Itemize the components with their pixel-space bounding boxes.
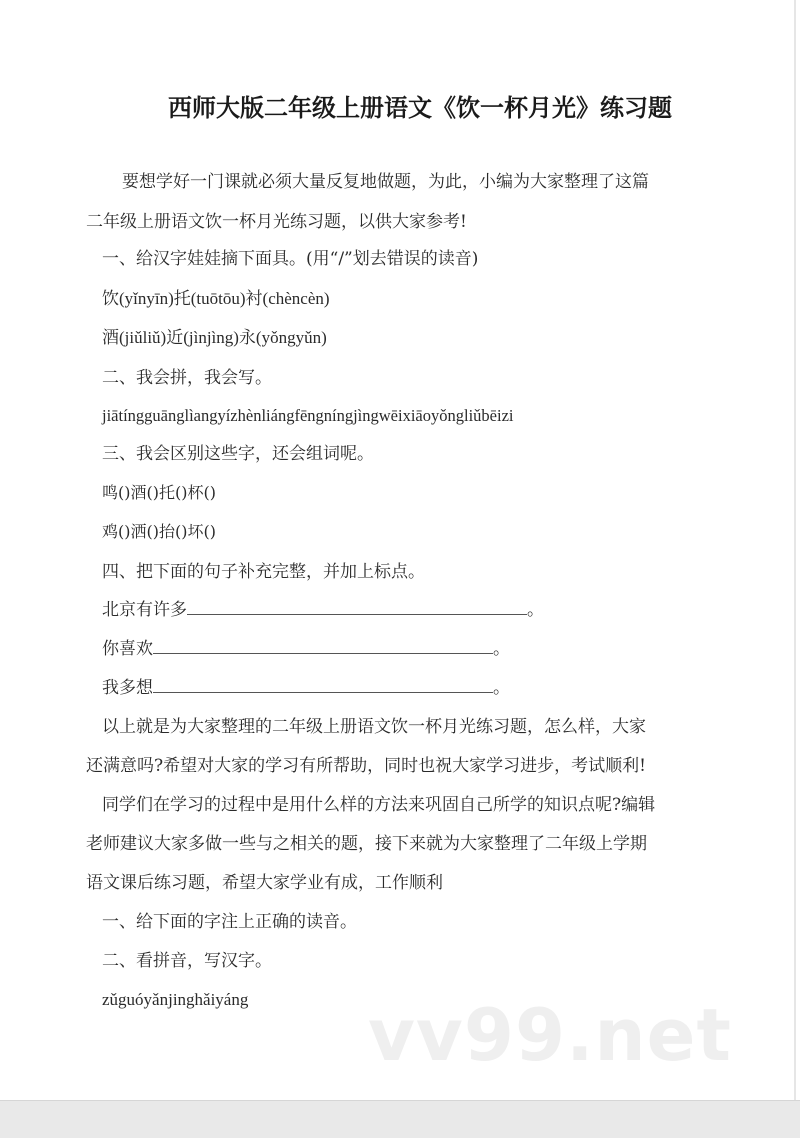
intro-line-2: 二年级上册语文饮一杯月光练习题，以供大家参考! <box>86 212 467 232</box>
section-6-pinyin: zǔguóyǎnjinghǎiyáng <box>102 990 249 1009</box>
section-1-row-2: 酒(jiǔliǔ)近(jìnjìng)永(yǒngyǔn) <box>102 328 327 347</box>
closing-line-1: 以上就是为大家整理的二年级上册语文饮一杯月光练习题，怎么样，大家 <box>102 717 646 737</box>
sentence-2-suffix: 。 <box>493 639 510 659</box>
watermark: vv99.net <box>368 993 732 1077</box>
page-bottom-gutter <box>0 1100 800 1138</box>
followup-line-1: 同学们在学习的过程中是用什么样的方法来巩固自己所学的知识点呢?编辑 <box>102 795 656 815</box>
sentence-1-prefix: 北京有许多 <box>102 600 187 620</box>
sentence-2-blank[interactable] <box>153 637 493 654</box>
section-4-heading: 四、把下面的句子补充完整，并加上标点。 <box>102 562 425 582</box>
section-3-row-2: 鸡()洒()抬()坏() <box>102 522 216 541</box>
section-2-pinyin: jiātíngguānglìangyízhènliángfēngníngjìngwēixiāoyǒngliǔbēizi <box>102 406 514 425</box>
section-1-heading: 一、给汉字娃娃摘下面具。(用“/”划去错误的读音) <box>102 249 479 269</box>
section-6-heading: 二、看拼音，写汉字。 <box>102 951 272 971</box>
section-3-heading: 三、我会区别这些字，还会组词呢。 <box>102 444 374 464</box>
sentence-3-suffix: 。 <box>493 678 510 698</box>
followup-line-2: 老师建议大家多做一些与之相关的题，接下来就为大家整理了二年级上学期 <box>86 834 647 854</box>
section-1-row-1: 饮(yǐnyīn)托(tuōtōu)衬(chèncèn) <box>102 289 330 308</box>
sentence-2-prefix: 你喜欢 <box>102 639 153 659</box>
followup-line-3: 语文课后练习题，希望大家学业有成，工作顺利 <box>86 873 443 893</box>
closing-line-2: 还满意吗?希望对大家的学习有所帮助，同时也祝大家学习进步，考试顺利! <box>86 756 646 776</box>
section-2-heading: 二、我会拼，我会写。 <box>102 368 272 388</box>
sentence-1-blank[interactable] <box>187 598 527 615</box>
section-5-heading: 一、给下面的字注上正确的读音。 <box>102 912 357 932</box>
section-3-row-1: 鸣()酒()托()杯() <box>102 483 216 502</box>
intro-line-1: 要想学好一门课就必须大量反复地做题，为此，小编为大家整理了这篇 <box>122 172 649 192</box>
sentence-3-blank[interactable] <box>153 676 493 693</box>
sentence-2 <box>102 637 510 661</box>
document-title: 西师大版二年级上册语文《饮一杯月光》练习题 <box>168 94 672 122</box>
sentence-1 <box>102 598 544 622</box>
sentence-3-prefix: 我多想 <box>102 678 153 698</box>
sentence-3 <box>102 676 510 700</box>
sentence-1-suffix: 。 <box>527 600 544 620</box>
